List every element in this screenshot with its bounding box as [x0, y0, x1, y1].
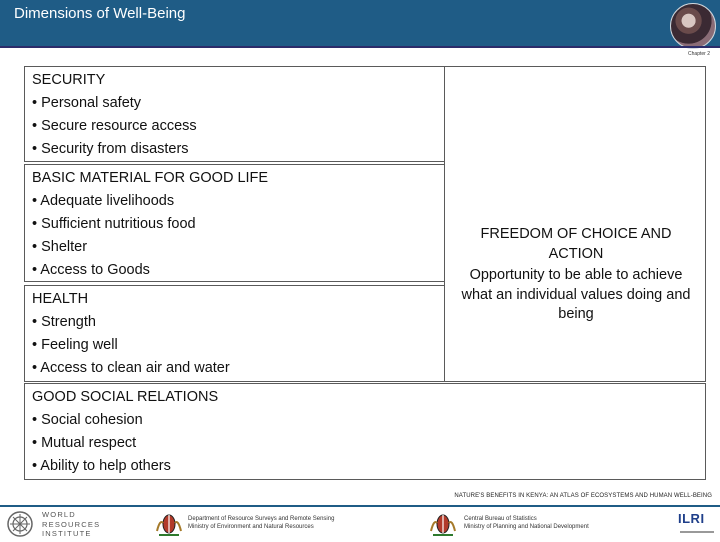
- ilri-logo-underline: [680, 531, 714, 533]
- health-item: • Access to clean air and water: [32, 360, 230, 376]
- security-item: • Personal safety: [32, 95, 142, 111]
- health-title: HEALTH: [32, 291, 89, 307]
- atlas-caption: NATURE'S BENEFITS IN KENYA: AN ATLAS OF ECOSYSTEMS AND HUMAN WELL-BEING: [454, 493, 712, 499]
- wri-text-line: INSTITUTE: [42, 529, 92, 538]
- basic-material-box: [24, 164, 445, 282]
- health-item: • Strength: [32, 314, 96, 330]
- social-relations-title: GOOD SOCIAL RELATIONS: [32, 389, 219, 405]
- freedom-title: FREEDOM OF CHOICE AND ACTION: [480, 226, 672, 262]
- social-relations-item: • Ability to help others: [32, 458, 171, 474]
- social-relations-item: • Social cohesion: [32, 412, 143, 428]
- security-title: SECURITY: [32, 72, 106, 88]
- chapter-label: Chapter 2: [688, 51, 710, 57]
- ministry-line: Central Bureau of Statistics: [464, 516, 537, 522]
- ministry-line: Ministry of Environment and Natural Resources: [188, 524, 314, 530]
- health-box: [24, 285, 445, 382]
- page-title: Dimensions of Well-Being: [14, 5, 186, 22]
- security-box: [24, 66, 445, 162]
- basic-material-item: • Sufficient nutritious food: [32, 216, 196, 232]
- basic-material-item: • Adequate livelihoods: [32, 193, 175, 209]
- freedom-box: [444, 66, 706, 382]
- wri-text-line: WORLD: [42, 510, 76, 519]
- kenya-crest-icon: [428, 509, 458, 539]
- freedom-content: [445, 225, 707, 325]
- ministry-environment-text: [188, 515, 334, 531]
- header-photo: [670, 3, 716, 49]
- basic-material-item: • Shelter: [32, 239, 88, 255]
- social-relations-item: • Mutual respect: [32, 435, 137, 451]
- kenya-crest-icon: [154, 509, 184, 539]
- ministry-planning-text: [464, 515, 589, 531]
- security-item: • Security from disasters: [32, 141, 189, 157]
- social-relations-box: [24, 383, 706, 480]
- header-divider: [0, 46, 720, 48]
- basic-material-item: • Access to Goods: [32, 262, 150, 278]
- ilri-logo: ILRI: [678, 511, 705, 526]
- security-item: • Secure resource access: [32, 118, 197, 134]
- header-bar: [0, 0, 720, 46]
- freedom-description: Opportunity to be able to achieve what an individual values doing and being: [461, 267, 691, 322]
- basic-material-title: BASIC MATERIAL FOR GOOD LIFE: [32, 170, 269, 186]
- wri-logo-text: [42, 510, 100, 539]
- ministry-line: Ministry of Planning and National Development: [464, 524, 589, 530]
- wri-text-line: RESOURCES: [42, 519, 101, 529]
- footer-bar: [0, 505, 720, 542]
- health-item: • Feeling well: [32, 337, 118, 353]
- ministry-line: Department of Resource Surveys and Remote Sensing: [188, 516, 335, 522]
- wri-logo-icon: [6, 510, 34, 538]
